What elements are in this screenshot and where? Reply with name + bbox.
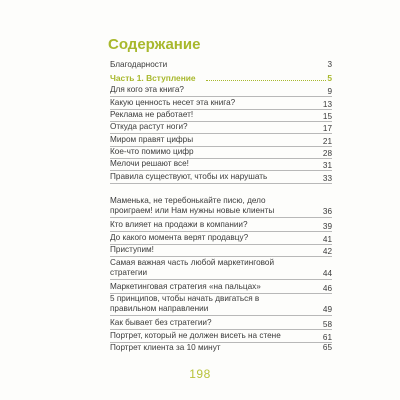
toc-entry bbox=[110, 233, 332, 245]
toc-entry-page: 46 bbox=[322, 283, 332, 293]
toc-entry bbox=[110, 196, 332, 218]
table-of-contents bbox=[110, 0, 332, 400]
toc-entry bbox=[110, 85, 332, 97]
toc-entry-page: 31 bbox=[322, 160, 332, 170]
toc-entry-text: Мелочи решают все! bbox=[110, 159, 189, 168]
toc-entry-text: Как бывает без стратегии? bbox=[110, 318, 212, 327]
toc-entry-text: Благодарности bbox=[110, 60, 168, 69]
toc-entry bbox=[110, 343, 332, 353]
toc-entry-page: 9 bbox=[327, 86, 332, 96]
toc-entry-text: Для кого эта книга? bbox=[110, 85, 184, 94]
toc-entry bbox=[110, 258, 332, 280]
toc-part-page: 5 bbox=[327, 73, 332, 83]
toc-entry bbox=[110, 147, 332, 159]
toc-entry bbox=[110, 135, 332, 147]
toc-entry-page: 17 bbox=[322, 123, 332, 133]
toc-entry-page: 58 bbox=[322, 319, 332, 329]
toc-entry bbox=[110, 110, 332, 122]
toc-entry-page: 44 bbox=[322, 269, 332, 279]
toc-entry bbox=[110, 60, 332, 70]
dotted-leader bbox=[206, 80, 326, 81]
toc-entry-text: Кто влияет на продажи в компании? bbox=[110, 220, 248, 229]
toc-entry-text: Кое-что помимо цифр bbox=[110, 147, 194, 156]
toc-entry-text: До какого момента верят продавцу? bbox=[110, 233, 249, 242]
toc-entry-page: 42 bbox=[322, 246, 332, 256]
toc-entry-text: Портрет, который не должен висеть на стене bbox=[110, 331, 281, 340]
toc-entry-page: 15 bbox=[322, 111, 332, 121]
toc-entry-page: 3 bbox=[327, 60, 332, 69]
toc-entry bbox=[110, 172, 332, 184]
toc-entry bbox=[110, 294, 332, 316]
toc-entry-text: 5 принципов, чтобы начать двигаться в правильном направлении bbox=[110, 294, 260, 313]
toc-entry bbox=[110, 220, 332, 232]
toc-title: Содержание bbox=[108, 36, 201, 53]
toc-entry-text: Маменька, не теребонькайте писю, дело проиграем! или Нам нужны новые клиенты bbox=[110, 196, 275, 215]
toc-entry-text: Приступим! bbox=[110, 245, 154, 254]
toc-entry bbox=[110, 122, 332, 134]
toc-entry bbox=[110, 282, 332, 294]
toc-part-heading bbox=[110, 73, 332, 83]
toc-entry-text: Маркетинговая стратегия «на пальцах» bbox=[110, 282, 261, 291]
toc-entry bbox=[110, 245, 332, 257]
toc-entry-page: 13 bbox=[322, 99, 332, 109]
toc-entry-text: Какую ценность несет эта книга? bbox=[110, 98, 236, 107]
toc-entry bbox=[110, 331, 332, 343]
toc-entry-page: 65 bbox=[322, 343, 332, 352]
toc-entry bbox=[110, 98, 332, 110]
toc-entry bbox=[110, 159, 332, 171]
toc-entry-page: 39 bbox=[322, 221, 332, 231]
page-number: 198 bbox=[189, 367, 211, 381]
toc-entry-page: 28 bbox=[322, 148, 332, 158]
toc-entry-page: 61 bbox=[322, 332, 332, 342]
toc-part-text: Часть 1. Вступление bbox=[110, 73, 196, 83]
toc-entry-text: Правила существуют, чтобы их нарушать bbox=[110, 172, 268, 181]
toc-entry-text: Портрет клиента за 10 минут bbox=[110, 343, 221, 352]
toc-entry-page: 49 bbox=[322, 305, 332, 315]
toc-entry-page: 36 bbox=[322, 207, 332, 217]
toc-entry-page: 41 bbox=[322, 234, 332, 244]
toc-entry-page: 33 bbox=[322, 173, 332, 183]
toc-entry-text: Миром правят цифры bbox=[110, 135, 194, 144]
toc-entry-text: Реклама не работает! bbox=[110, 110, 194, 119]
toc-entry-text: Самая важная часть любой маркетинговой стратегии bbox=[110, 258, 275, 277]
toc-entry bbox=[110, 318, 332, 330]
toc-entry-page: 21 bbox=[322, 136, 332, 146]
toc-entry-text: Откуда растут ноги? bbox=[110, 122, 188, 131]
